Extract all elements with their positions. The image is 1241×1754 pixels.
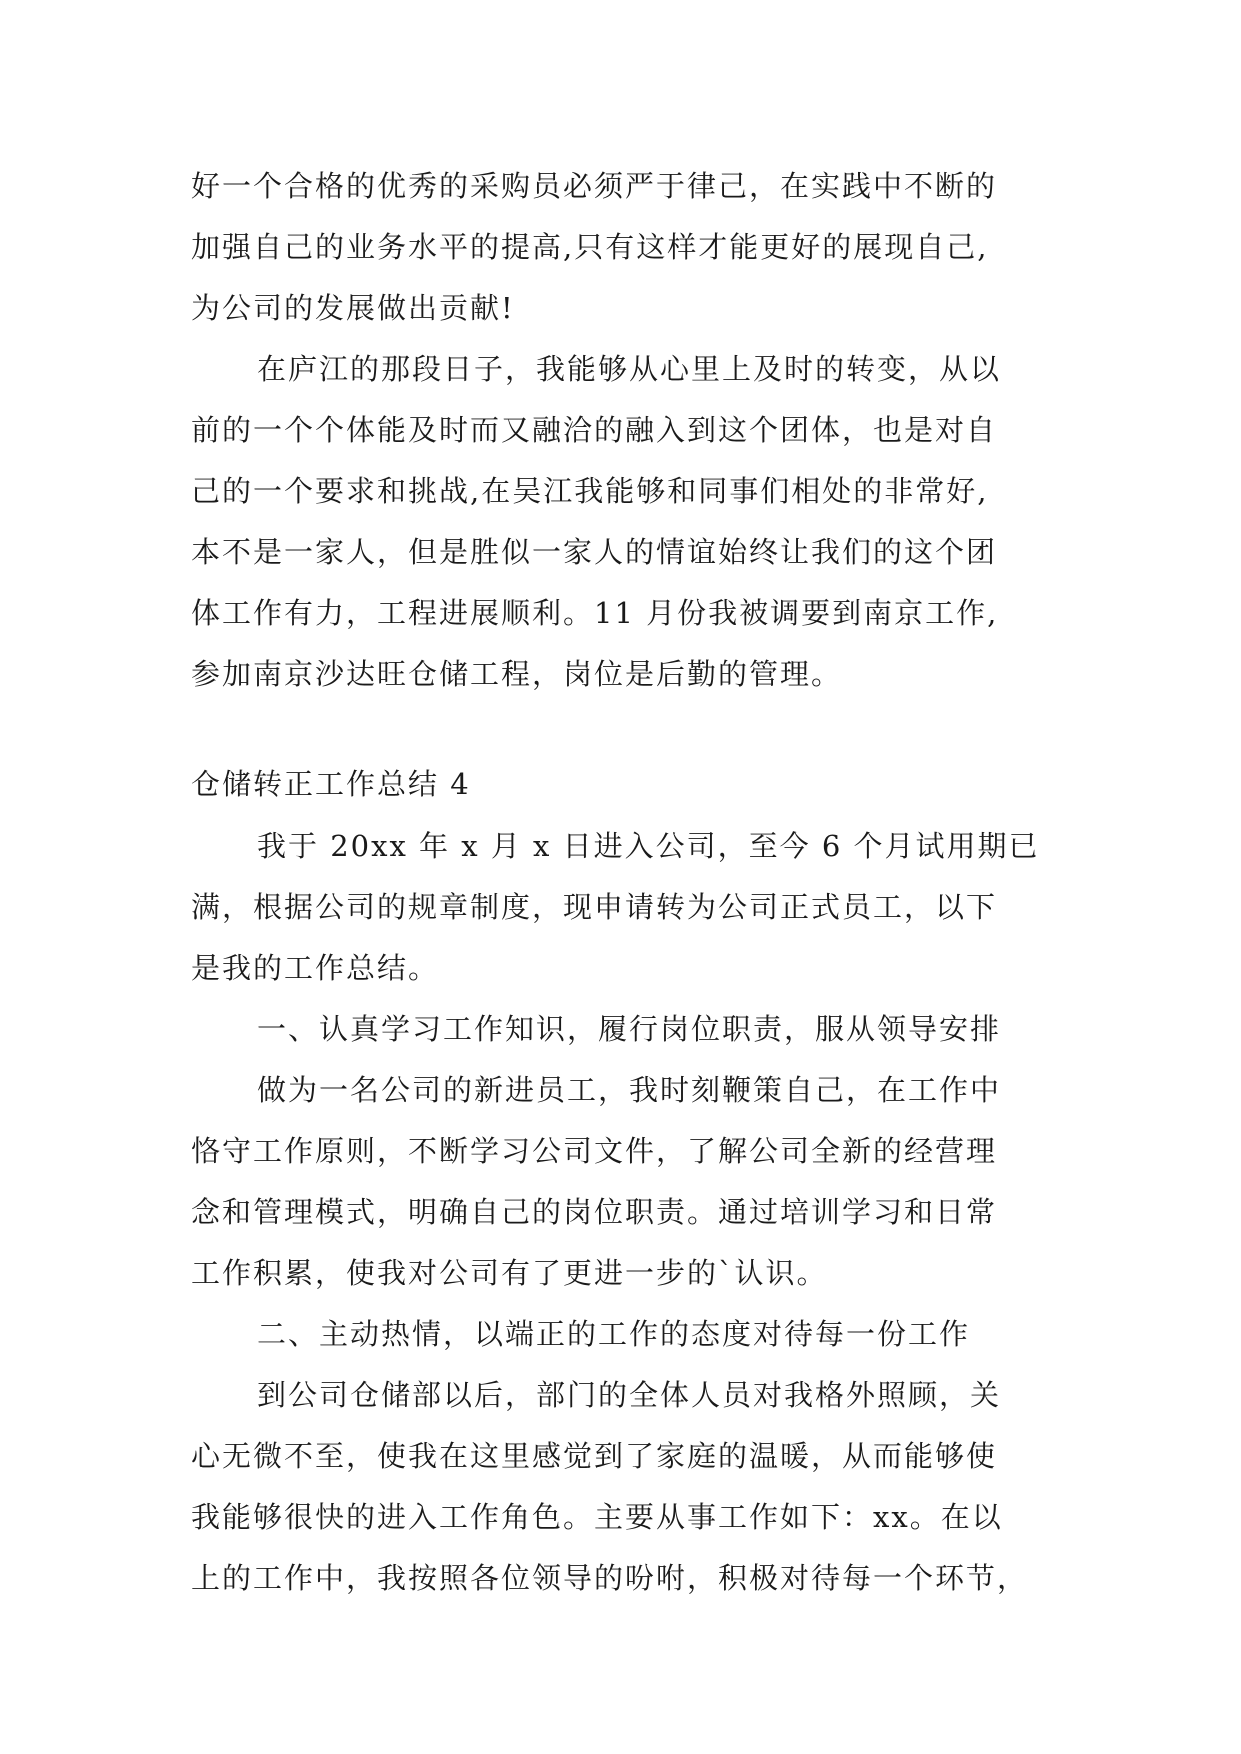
text-line: 念和管理模式，明确自己的岗位职责。通过培训学习和日常: [191, 1195, 998, 1229]
text-line: 我于 20xx 年 x 月 x 日进入公司，至今 6 个月试用期已: [257, 829, 1040, 863]
text-line: 我能够很快的进入工作角色。主要从事工作如下：xx。在以: [191, 1500, 1003, 1534]
text-line: 心无微不至，使我在这里感觉到了家庭的温暖，从而能够使: [191, 1439, 998, 1473]
text-line: 己的一个要求和挑战,在吴江我能够和同事们相处的非常好,: [191, 474, 989, 508]
text-line: 本不是一家人，但是胜似一家人的情谊始终让我们的这个团: [191, 535, 998, 569]
text-line: 满，根据公司的规章制度，现申请转为公司正式员工，以下: [191, 890, 998, 924]
section-title: 仓储转正工作总结 4: [191, 767, 471, 801]
section-heading: 一、认真学习工作知识，履行岗位职责，服从领导安排: [257, 1012, 1002, 1046]
text-line: 前的一个个体能及时而又融洽的融入到这个团体，也是对自: [191, 413, 998, 447]
text-line: 体工作有力，工程进展顺利。11 月份我被调要到南京工作,: [191, 596, 999, 630]
text-line: 做为一名公司的新进员工，我时刻鞭策自己，在工作中: [257, 1073, 1002, 1107]
text-line: 恪守工作原则，不断学习公司文件，了解公司全新的经营理: [191, 1134, 998, 1168]
text-line: 参加南京沙达旺仓储工程，岗位是后勤的管理。: [191, 657, 843, 691]
text-line: 为公司的发展做出贡献!: [191, 291, 515, 325]
text-line: 在庐江的那段日子，我能够从心里上及时的转变，从以: [257, 352, 1002, 386]
text-line: 是我的工作总结。: [191, 951, 440, 985]
text-line: 上的工作中，我按照各位领导的吩咐，积极对待每一个环节，: [191, 1561, 1029, 1595]
text-line: 工作积累，使我对公司有了更进一步的`认识。: [191, 1256, 828, 1290]
text-line: 到公司仓储部以后，部门的全体人员对我格外照顾，关: [257, 1378, 1002, 1412]
text-line: 好一个合格的优秀的采购员必须严于律己，在实践中不断的: [191, 169, 998, 203]
text-line: 加强自己的业务水平的提高,只有这样才能更好的展现自己,: [191, 230, 989, 264]
section-heading: 二、主动热情，以端正的工作的态度对待每一份工作: [257, 1317, 971, 1351]
